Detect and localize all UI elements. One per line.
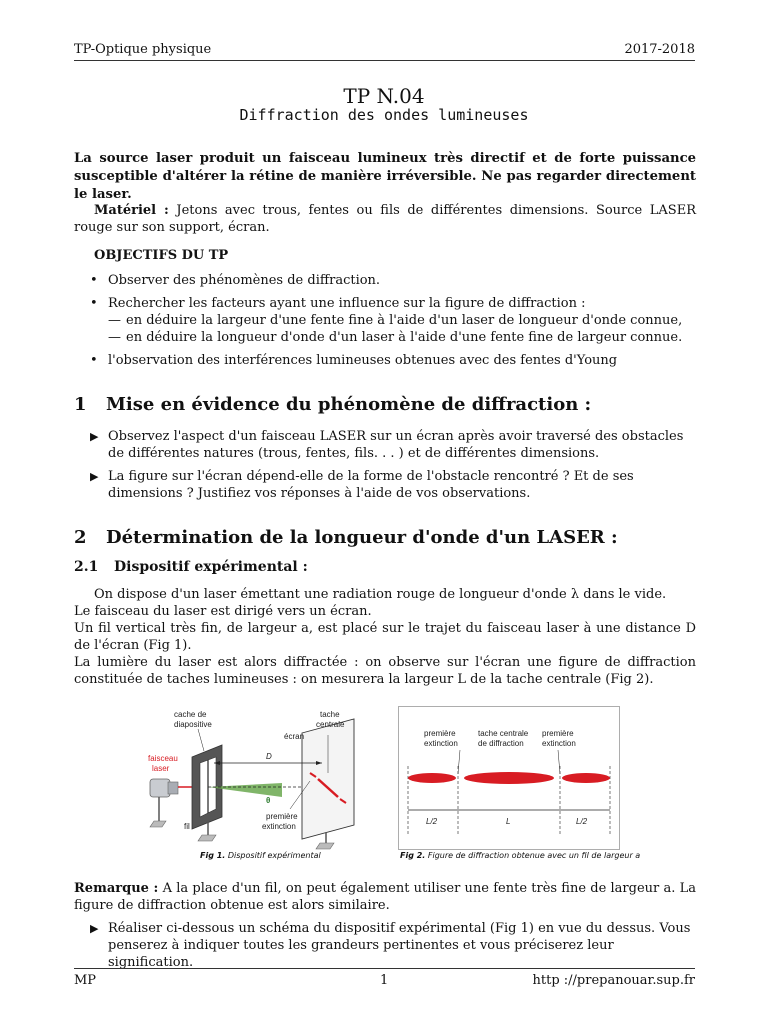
label-D: D xyxy=(266,752,272,761)
list-item: • Rechercher les facteurs ayant une influence sur la figure de diffraction : — en déduire la largeur d'une fente fine à l'aide d'un laser de longueur d'onde connue, — en déduire la longueur d'onde d'un laser à l'aide d'une fente fine de largeur connue. xyxy=(90,295,696,346)
subsection-2-1-heading: 2.1 Dispositif expérimental : xyxy=(74,559,308,575)
footer-left: MP xyxy=(74,973,97,988)
triangle-right-icon: ▶ xyxy=(90,430,99,443)
central-spot xyxy=(464,772,554,784)
bullet-icon: • xyxy=(90,353,98,368)
triangle-right-icon: ▶ xyxy=(90,922,99,935)
figure-1-setup-diagram xyxy=(142,705,364,851)
triangle-right-icon: ▶ xyxy=(90,470,99,483)
bullet-icon: • xyxy=(90,296,98,311)
paragraph-line: On dispose d'un laser émettant une radiation rouge de longueur d'onde λ dans le vide. xyxy=(94,587,667,602)
footer-url[interactable]: http ://prepanouar.sup.fr xyxy=(532,973,695,988)
label-premiere-right: première xyxy=(542,729,574,738)
list-item: • l'observation des interférences lumineuses obtenues avec des fentes d'Young xyxy=(90,353,618,368)
dash-icon: — xyxy=(108,330,121,345)
objectifs-list xyxy=(90,272,696,369)
paragraph-line: Un fil vertical très fin, de largeur a, est placé sur le trajet du faisceau laser à une distance D de l'écran (Fig 1). xyxy=(74,621,696,653)
figure-2-diffraction-pattern xyxy=(398,706,620,850)
label-diapositive: diapositive xyxy=(174,720,212,729)
label-cache: cache de xyxy=(174,710,207,719)
label-de-diffraction: de diffraction xyxy=(478,739,524,748)
label-fil: fil xyxy=(184,822,190,831)
label-centrale: centrale xyxy=(316,720,345,729)
figure-2-caption: Fig 2. Figure de diffraction obtenue avec un fil de largeur a xyxy=(400,851,641,860)
sub-list-item: — en déduire la longueur d'onde d'un laser à l'aide d'une fente fine de largeur connue. xyxy=(108,330,683,345)
label-extinction: extinction xyxy=(262,822,296,831)
label-tache: tache xyxy=(320,710,340,719)
page-number: 1 xyxy=(380,973,389,988)
label-L: L xyxy=(506,817,511,826)
task-list xyxy=(90,920,696,971)
label-ecran: écran xyxy=(284,732,305,741)
label-theta: θ xyxy=(266,796,271,805)
remarque-label: Remarque : xyxy=(74,881,159,896)
header-right: 2017-2018 xyxy=(624,42,695,57)
label-premiere: première xyxy=(266,812,298,821)
page-subtitle: Diffraction des ondes lumineuses xyxy=(239,106,529,124)
section-2-1-text xyxy=(74,586,696,688)
label-premiere-left: première xyxy=(424,729,456,738)
safety-warning: La source laser produit un faisceau lumineux très directif et de forte puissance susceptible d'altérer la rétine de manière irréversible. Ne pas regarder directement le laser. xyxy=(74,151,696,202)
list-item: ▶ La figure sur l'écran dépend-elle de la forme de l'obstacle rencontré ? Et de ses dimensions ? Justifiez vos réponses à l'aide de vos observations. xyxy=(90,469,634,501)
label-laser: laser xyxy=(152,764,170,773)
remarque-text: A la place d'un fil, on peut également utiliser une fente très fine de largeur a. La figure de diffraction obtenue est alors similaire. xyxy=(74,881,696,913)
dash-icon: — xyxy=(108,313,121,328)
right-spot xyxy=(562,773,610,783)
header-rule xyxy=(74,60,695,61)
sub-list-item: — en déduire la largeur d'une fente fine à l'aide d'un laser de longueur d'onde connue, xyxy=(108,313,683,328)
page-title: TP N.04 xyxy=(343,84,425,108)
materiel-paragraph xyxy=(74,202,696,236)
label-L-half-left: L/2 xyxy=(426,817,438,826)
label-L-half-right: L/2 xyxy=(576,817,588,826)
section-2-heading: 2 Détermination de la longueur d'onde d'un LASER : xyxy=(74,527,618,548)
label-tache-centrale: tache centrale xyxy=(478,729,529,738)
section-1-list xyxy=(90,428,696,502)
section-1-heading: 1 Mise en évidence du phénomène de diffraction : xyxy=(74,394,592,415)
label-extinction-left: extinction xyxy=(424,739,458,748)
remarque-paragraph xyxy=(74,880,696,914)
bullet-icon: • xyxy=(90,273,98,288)
figure-1-caption: Fig 1. Dispositif expérimental xyxy=(200,851,321,860)
paragraph-line: Le faisceau du laser est dirigé vers un écran. xyxy=(74,604,372,619)
footer-rule xyxy=(74,968,695,969)
list-item: ▶ Observez l'aspect d'un faisceau LASER sur un écran après avoir traversé des obstacles de différentes natures (trous, fentes, fils. . . ) et de différentes dimensions. xyxy=(90,429,684,461)
materiel-label: Matériel : xyxy=(94,203,169,218)
list-item: • Observer des phénomènes de diffraction. xyxy=(90,273,381,288)
objectifs-heading: OBJECTIFS DU TP xyxy=(94,248,229,263)
left-spot xyxy=(408,773,456,783)
label-extinction-right: extinction xyxy=(542,739,576,748)
materiel-text: Jetons avec trous, fentes ou fils de différentes dimensions. Source LASER rouge sur son support, écran. xyxy=(74,203,696,235)
paragraph-line: La lumière du laser est alors diffractée : on observe sur l'écran une figure de diffraction constituée de taches lumineuses : on mesurera la largeur L de la tache centrale (Fig 2). xyxy=(74,655,696,687)
label-faisceau: faisceau xyxy=(148,754,178,763)
header-left: TP-Optique physique xyxy=(74,42,212,57)
list-item: ▶ Réaliser ci-dessous un schéma du dispositif expérimental (Fig 1) en vue du dessus. Vous penserez à indiquer toutes les grandeurs pertinentes et vous préciserez leur signification. xyxy=(90,921,691,970)
